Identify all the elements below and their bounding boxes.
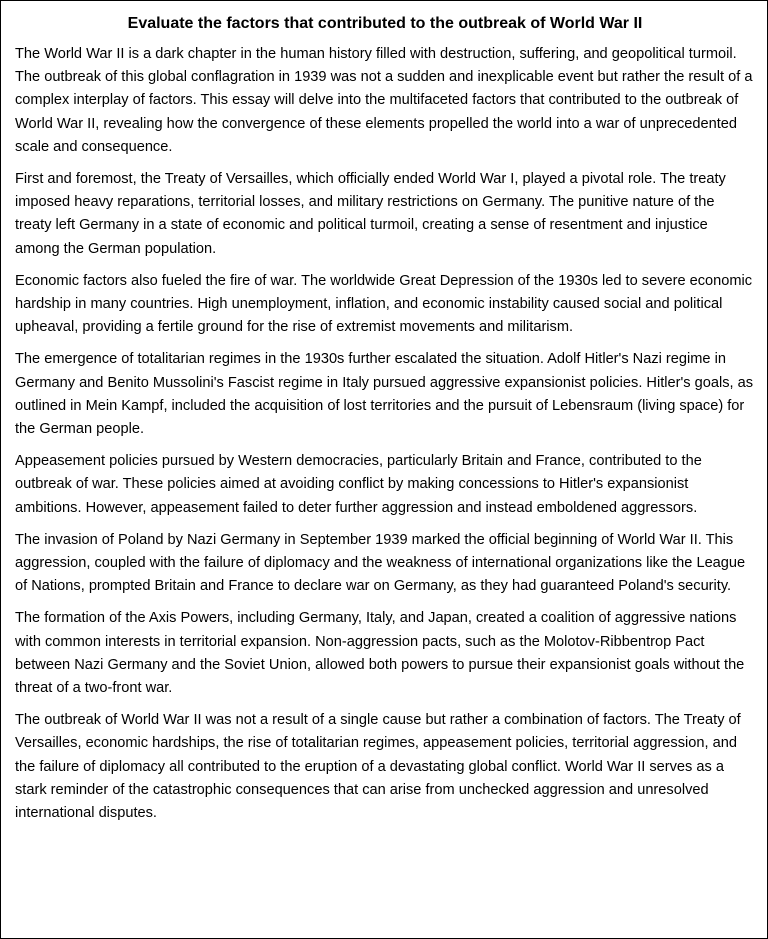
paragraph-invasion-of-poland: The invasion of Poland by Nazi Germany in September 1939 marked the official beginning of World War II. This aggression, coupled with the failure of diplomacy and the weakness of international organizations like the League of Nations, prompted Britain and France to declare war on Germany, as they had guaranteed Poland's security. (15, 531, 746, 595)
paragraph-conclusion: The outbreak of World War II was not a result of a single cause but rather a combination of factors. The Treaty of Versailles, economic hardships, the rise of totalitarian regimes, appeasement policies, territorial aggression, and the failure of diplomacy all contributed to the eruption of a devastating global conflict. World War II serves as a stark reminder of the catastrophic consequences that can arise from unchecked aggression and unresolved international disputes. (15, 712, 741, 822)
document-title: Evaluate the factors that contributed to the outbreak of World War II (127, 15, 643, 32)
paragraph-introduction: The World War II is a dark chapter in the human history filled with destruction, suffering, and geopolitical turmoil. The outbreak of this global conflagration in 1939 was not a sudden and inexplicable event but rather the result of a complex interplay of factors. This essay will delve into the multifaceted factors that contributed to the outbreak of World War II, revealing how the convergence of these elements propelled the world into a war of unprecedented scale and consequence. (15, 46, 753, 155)
paragraph-totalitarian-regimes: The emergence of totalitarian regimes in the 1930s further escalated the situation. Adolf Hitler's Nazi regime in Germany and Benito Mussolini's Fascist regime in Italy pursued aggressive expansionist policies. Hitler's goals, as outlined in Mein Kampf, included the acquisition of lost territories and the pursuit of Lebensraum (living space) for the German people. (15, 351, 754, 438)
paragraph-axis-powers: The formation of the Axis Powers, including Germany, Italy, and Japan, created a coalition of aggressive nations with common interests in territorial expansion. Non-aggression pacts, such as the Molotov-Ribbentrop Pact between Nazi Germany and the Soviet Union, allowed both powers to pursue their expansionist goals without the threat of a two-front war. (15, 610, 745, 697)
paragraph-economic-factors: Economic factors also fueled the fire of war. The worldwide Great Depression of the 1930s led to severe economic hardship in many countries. High unemployment, inflation, and economic instability caused social and political upheaval, providing a fertile ground for the rise of extremist movements and militarism. (15, 272, 753, 336)
paragraph-treaty-of-versailles: First and foremost, the Treaty of Versailles, which officially ended World War I, played a pivotal role. The treaty imposed heavy reparations, territorial losses, and military restrictions on Germany. The punitive nature of the treaty left Germany in a state of economic and political turmoil, creating a sense of resentment and injustice among the German population. (15, 171, 726, 257)
paragraph-appeasement: Appeasement policies pursued by Western democracies, particularly Britain and France, contributed to the outbreak of war. These policies aimed at avoiding conflict by making concessions to Hitler's expansionist ambitions. However, appeasement failed to deter further aggression and instead emboldened aggressors. (15, 453, 702, 516)
